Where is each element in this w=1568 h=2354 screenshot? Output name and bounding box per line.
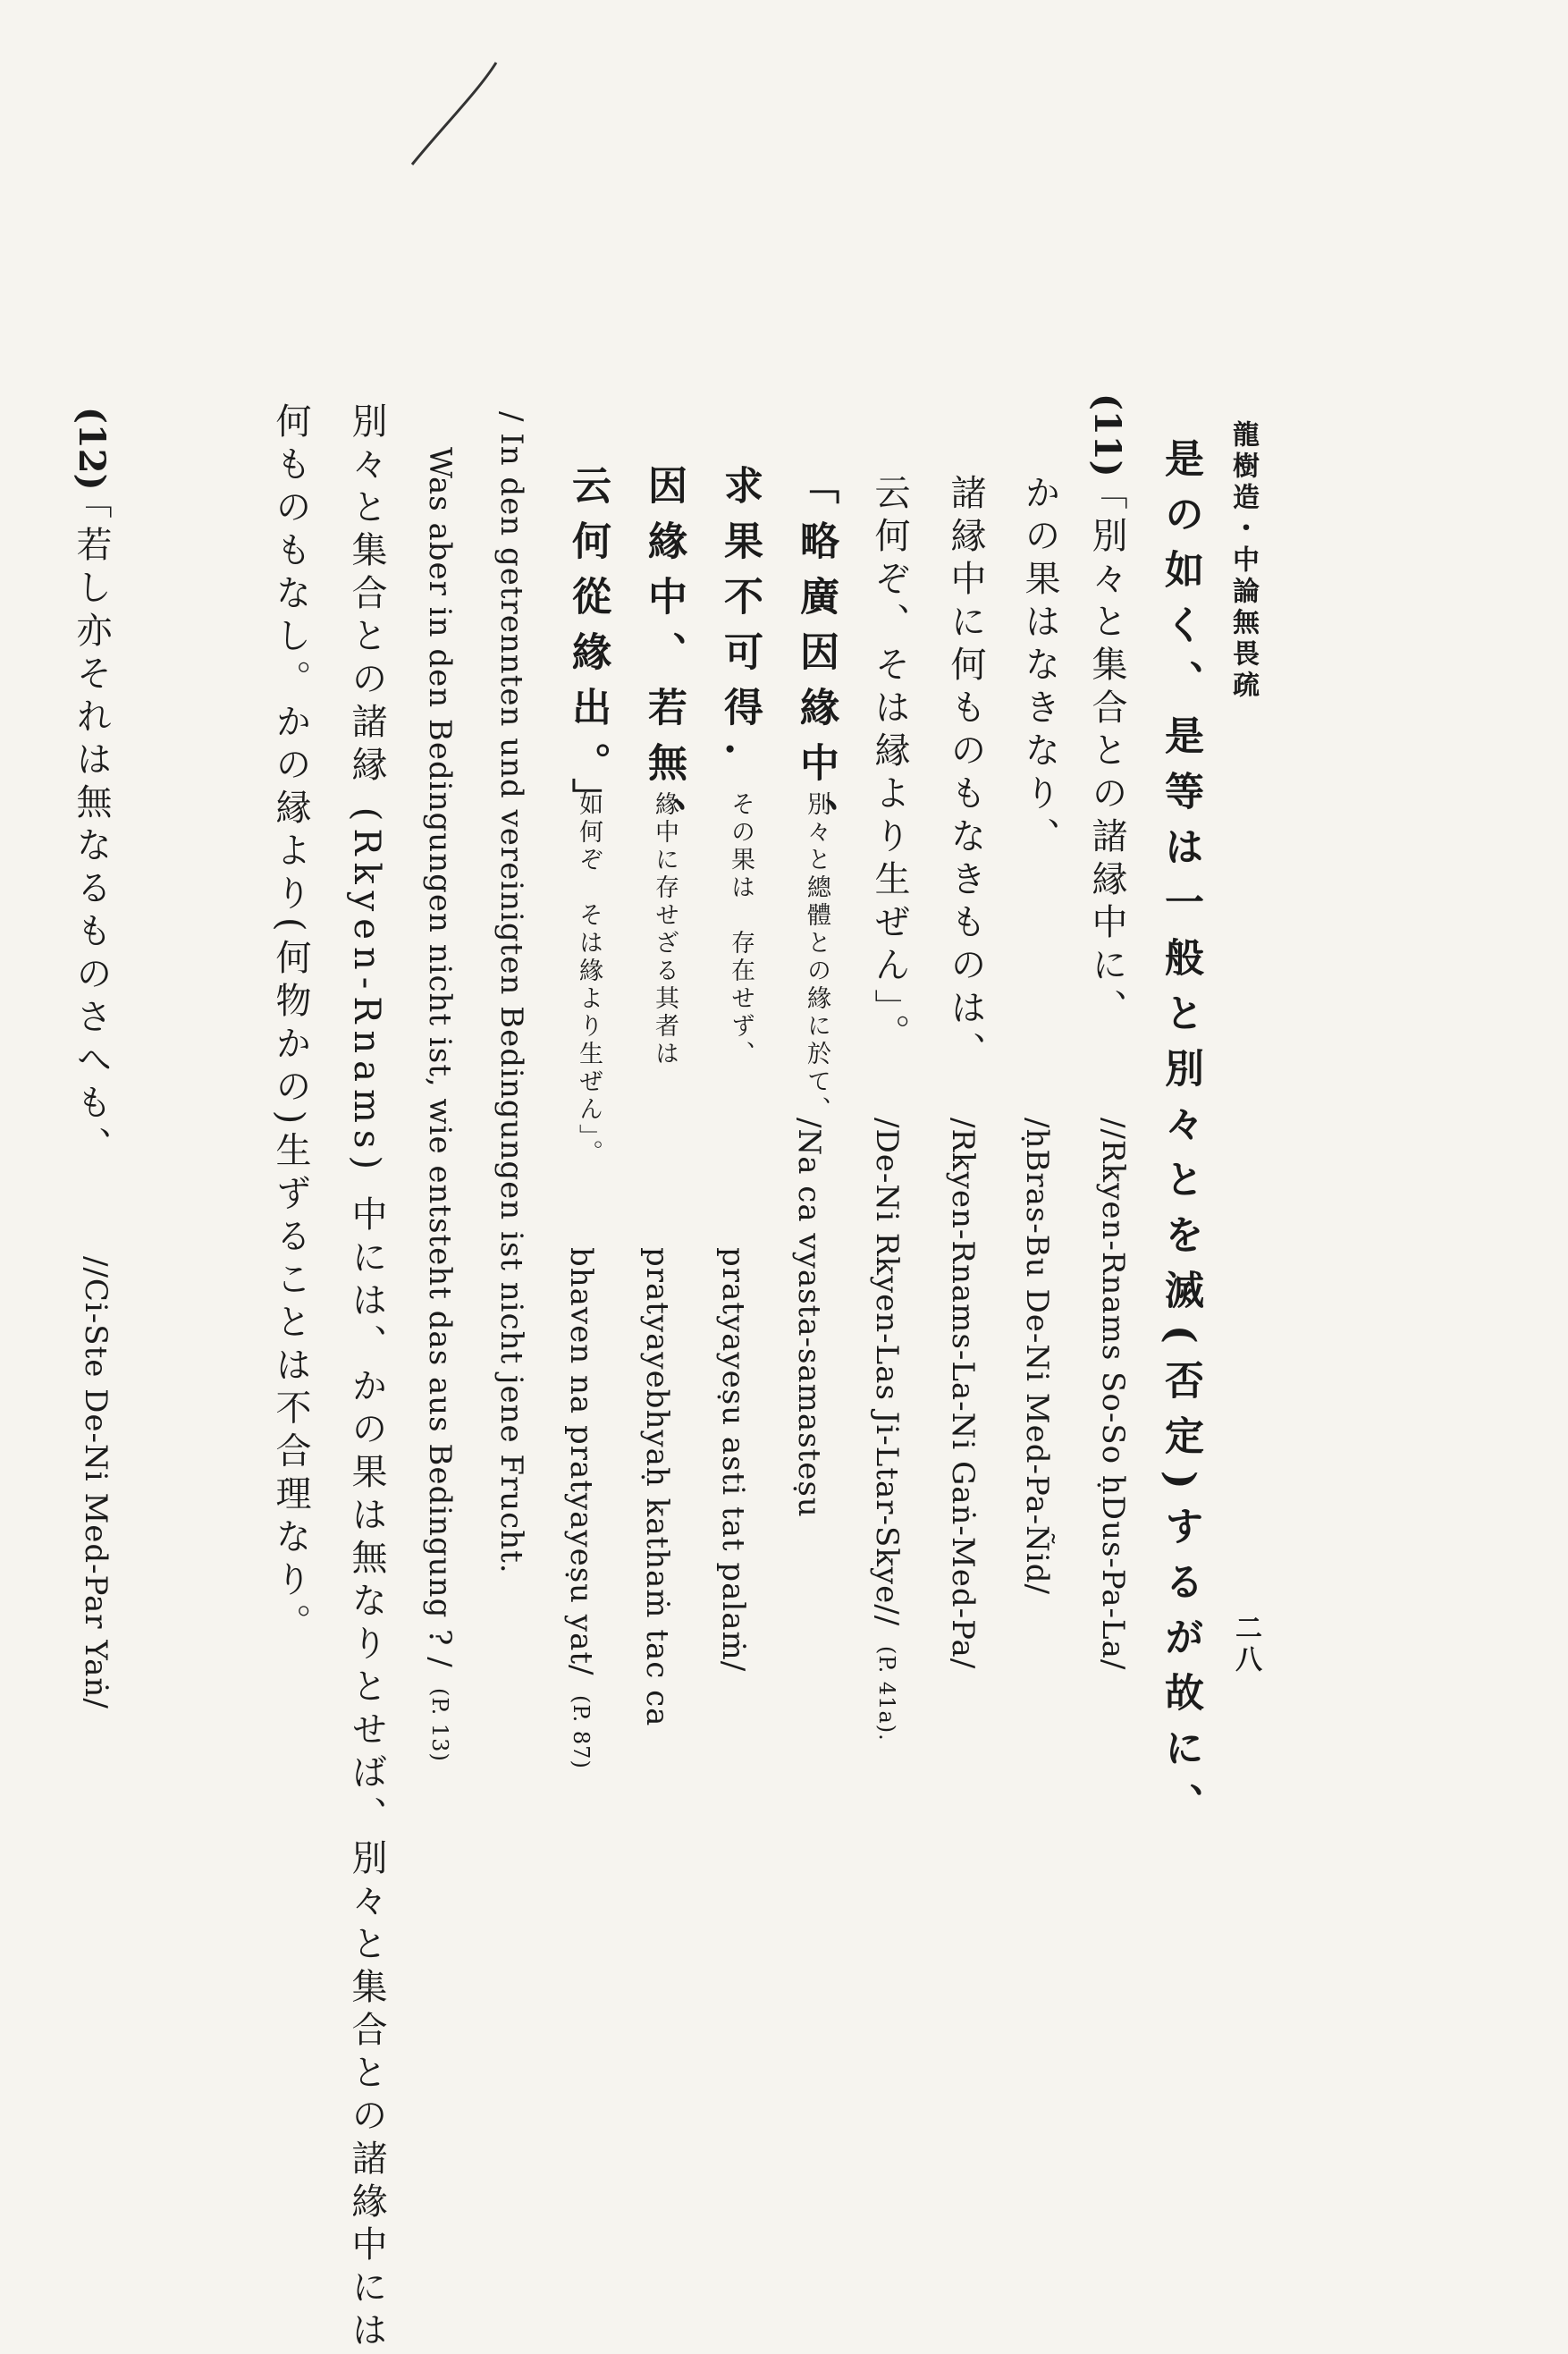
commentary-para-2: 何ものもなし。かの縁より(何物かの)生ずることは不合理なり。 <box>270 402 311 1647</box>
verse-row4-sanskrit <box>563 1247 599 1770</box>
verse-number-11: (11) <box>1086 393 1128 477</box>
verse-row3-chinese: 因緣中、若無、 <box>641 465 687 853</box>
item12-tibetan: //Ci-Ste De-Ni Med-Par Yaṅ/ <box>78 1256 114 1709</box>
item12-japanese: 「若し亦それは無なるものさへも、 <box>71 483 112 1169</box>
german-line-2 <box>422 447 458 1762</box>
item11-line-a: 「別々と集合との諸縁中に、 <box>1086 474 1127 1032</box>
intro-line-tibetan: //Rkyen-Rnams So-So ḥDus-Pa-La/ <box>1095 1118 1131 1671</box>
item11-line-c-japanese: 諸縁中に何ものもなきものは、 <box>945 474 986 1075</box>
item11-line-d-japanese: 云何ぞ、そは縁より生ぜん」。 <box>869 474 910 1057</box>
verse-row1-gloss: 別々と總體との緣に於て、 <box>803 791 830 1124</box>
verse-row2-chinese: 求果不可得. <box>717 465 763 772</box>
item11-line-d-tibetan-text: /De-Ni Rkyen-Las Ji-Ltar-Skye// <box>869 1118 905 1627</box>
item11-line-b-japanese: かの果はなきなり、 <box>1019 474 1060 860</box>
verse-row4-chinese: 云何從緣出。」 <box>565 465 611 833</box>
verse-row2-gloss: その果は 存在せず、 <box>727 791 754 1068</box>
verse-number-12: (12) <box>71 407 113 491</box>
item11-line-b-tibetan: /ḥBras-Bu De-Ni Med-Pa-Ñid/ <box>1019 1118 1055 1595</box>
reference-p87: (P. 87) <box>569 1695 594 1770</box>
verse-row4-sanskrit-text: bhaven na pratyayeṣu yat/ <box>563 1247 599 1676</box>
verse-row2-sanskrit: pratyayeṣu asti tat palaṁ/ <box>715 1247 751 1673</box>
page-number: 二八 <box>1230 1614 1261 1676</box>
reference-p41a: (P. 41a). <box>874 1646 899 1742</box>
verse-row4-gloss: 如何ぞ そは緣より生ぜん」。 <box>575 791 603 1168</box>
verse-row1-chinese: 「略廣因緣中、 <box>793 465 839 853</box>
item11-line-c-tibetan: /Rkyen-Rnams-La-Ni Gaṅ-Med-Pa/ <box>945 1118 981 1670</box>
item11-line-d-tibetan <box>869 1118 905 1742</box>
pen-stroke-mark <box>407 55 514 172</box>
verse-row3-gloss: 緣中に存せざる其者は <box>651 791 679 1068</box>
reference-p13: (P. 13) <box>427 1687 452 1762</box>
german-line-1: / In den getrennten und vereinigten Bedingungen ist nicht jene Frucht. <box>493 411 529 1574</box>
intro-line-japanese: 是の如く、是等は一般と別々とを滅(否定)するが故に、 <box>1158 438 1203 1838</box>
commentary-para-1: 別々と集合との諸縁 (Rkyen-Rnams) 中には、かの果は無なりとせば、別々と集合との諸緣中には <box>346 402 387 2354</box>
verse-row3-sanskrit: pratyayebhyaḥ kathaṁ tac ca <box>639 1247 675 1727</box>
german-line-2-text: Was aber in den Bedingungen nicht ist, wie entsteht das aus Bedingung ? / <box>422 447 458 1668</box>
running-title: 龍樹造・中論無畏疏 <box>1227 420 1259 702</box>
verse-row1-sanskrit: /Na ca vyasta-samasteṣu <box>791 1118 827 1518</box>
